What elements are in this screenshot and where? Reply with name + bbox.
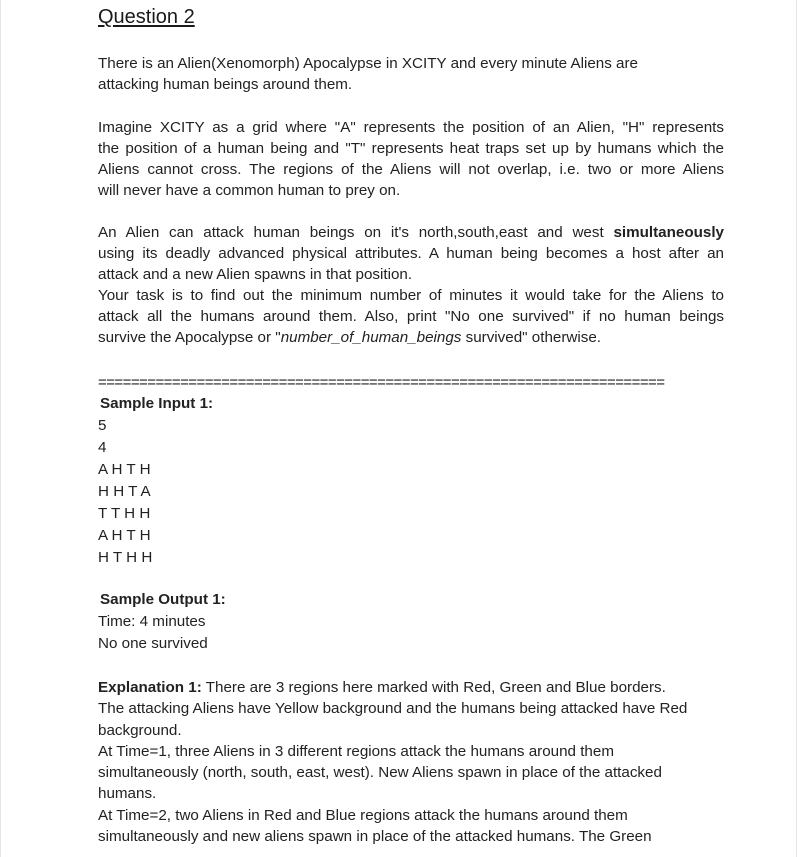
task-line-6-post: survived" otherwise. [461, 329, 601, 346]
task-line-6 [98, 327, 724, 348]
intro-line-1: There is an Alien(Xenomorph) Apocalypse in XCITY and every minute Aliens are [98, 55, 639, 72]
grid-line-2: the position of a human being and "T" represents heat traps set up by humans which the [98, 140, 724, 157]
task-line-5: attack all the humans around them. Also, print "No one survived" if no human beings [98, 308, 724, 325]
explanation-line-6: humans. [98, 785, 157, 803]
sample-output-heading: Sample Output 1: [100, 591, 226, 608]
human-count-placeholder: number_of_human_beings [280, 329, 462, 346]
explanation-label: Explanation 1: [98, 679, 202, 696]
grid-line-4: will never have a common human to prey on. [98, 182, 401, 199]
task-line-2: using its deadly advanced physical attributes. A human being becomes a host after an [98, 245, 724, 262]
sample-input-heading: Sample Input 1: [100, 395, 214, 412]
sample-input-line: 5 [98, 417, 107, 434]
task-line-6-pre: survive the Apocalypse or " [98, 329, 281, 346]
section-divider: ===================================================================== [98, 374, 665, 391]
sample-input-line: T T H H [98, 505, 151, 522]
question-title: Question 2 [98, 6, 195, 28]
intro-line-2: attacking human beings around them. [98, 76, 353, 93]
task-line-1 [98, 222, 724, 243]
intro-paragraph [98, 53, 724, 95]
sample-output-line: Time: 4 minutes [98, 613, 206, 630]
explanation-line-5: simultaneously (north, south, east, west). New Aliens spawn in place of the attacked [98, 764, 662, 782]
task-paragraph [98, 222, 724, 348]
explanation-paragraph [98, 677, 724, 847]
explanation-line-8: simultaneously and new aliens spawn in place of the attacked humans. The Green [98, 828, 652, 846]
explanation-line-1 [98, 677, 724, 698]
explanation-line-7: At Time=2, two Aliens in Red and Blue regions attack the humans around them [98, 806, 628, 824]
task-line-4: Your task is to find out the minimum number of minutes it would take for the Aliens to [98, 287, 724, 304]
explanation-line-1-text: There are 3 regions here marked with Red, Green and Blue borders. [201, 679, 666, 696]
sample-input-line: H H T A [98, 483, 151, 500]
task-line-3: attack and a new Alien spawns in that position. [98, 266, 413, 283]
grid-description-paragraph [98, 117, 724, 201]
sample-input-line: H T H H [98, 549, 153, 566]
sample-input-line: A H T H [98, 461, 151, 478]
grid-line-3: Aliens cannot cross. The regions of the Aliens will not overlap, i.e. two or more Aliens [98, 161, 724, 178]
sample-input-block [98, 393, 213, 569]
sample-output-line: No one survived [98, 635, 208, 652]
task-line-1-text: An Alien can attack human beings on it's north,south,east and west [98, 224, 614, 241]
simultaneously-emphasis: simultaneously [613, 224, 724, 241]
grid-line-1: Imagine XCITY as a grid where "A" represents the position of an Alien, "H" represents [98, 119, 724, 136]
explanation-line-3: background. [98, 721, 182, 739]
sample-input-line: A H T H [98, 527, 151, 544]
explanation-line-4: At Time=1, three Aliens in 3 different regions attack the humans around them [98, 742, 614, 760]
explanation-line-2: The attacking Aliens have Yellow background and the humans being attacked have Red [98, 700, 688, 718]
sample-output-block [98, 589, 226, 655]
sample-input-line: 4 [98, 439, 107, 456]
